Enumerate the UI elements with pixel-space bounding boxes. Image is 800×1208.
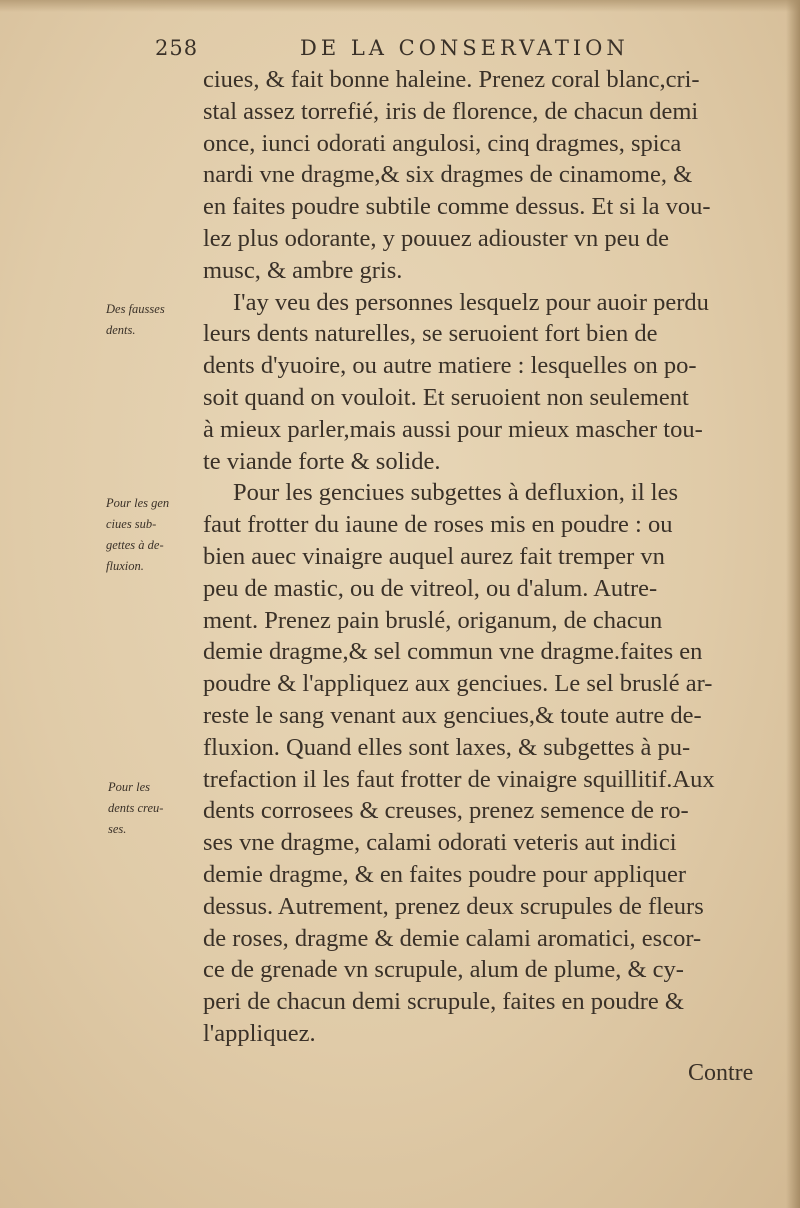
text-line: ciues, & fait bonne haleine. Prenez coral blanc,cri- xyxy=(203,66,700,93)
margin-note-line: ciues sub- xyxy=(106,517,157,531)
text-line: Pour les genciues subgettes à defluxion, il les xyxy=(233,479,678,507)
margin-note-line: Pour les xyxy=(108,780,151,794)
text-line: stal assez torrefié, iris de florence, de chacun demi xyxy=(203,97,699,125)
text-line: trefaction il les faut frotter de vinaigre squillitif.Aux xyxy=(203,765,715,793)
page-right-edge xyxy=(786,0,800,1208)
margin-note-line: gettes à de- xyxy=(106,538,164,552)
text-line: leurs dents naturelles, se seruoient fort bien de xyxy=(203,320,658,348)
margin-note-genciues xyxy=(106,493,198,577)
margin-note-line: dents. xyxy=(106,323,136,337)
page-top-shadow xyxy=(0,0,800,12)
catchword: Contre xyxy=(688,1060,754,1086)
margin-note-line: dents creu- xyxy=(108,801,164,815)
margin-note-fausses-dents xyxy=(106,299,198,341)
text-line: ses vne dragme, calami odorati veteris aut indici xyxy=(203,829,677,857)
page-number: 258 xyxy=(155,36,199,60)
text-line: poudre & l'appliquez aux genciues. Le sel bruslé ar- xyxy=(203,670,713,698)
text-line: reste le sang venant aux genciues,& toute autre de- xyxy=(203,701,702,729)
margin-note-line: fluxion. xyxy=(106,559,144,573)
text-line: lez plus odorante, y pouuez adiouster vn peu de xyxy=(203,224,670,252)
text-line: te viande forte & solide. xyxy=(203,447,441,475)
text-line: soit quand on vouloit. Et seruoient non seulement xyxy=(203,383,689,411)
running-header xyxy=(155,36,675,66)
body-text xyxy=(203,64,768,1050)
text-line: ce de grenade vn scrupule, alum de plume, & cy- xyxy=(203,956,684,984)
text-line: peu de mastic, ou de vitreol, ou d'alum. Autre- xyxy=(203,574,658,602)
text-line: bien auec vinaigre auquel aurez fait tremper vn xyxy=(203,542,665,570)
text-line: dents d'yuoire, ou autre matiere : lesquelles on po- xyxy=(203,352,697,380)
text-line: demie dragme,& sel commun vne dragme.faites en xyxy=(203,638,703,666)
margin-note-line: Des fausses xyxy=(106,302,165,316)
text-line: demie dragme, & en faites poudre pour appliquer xyxy=(203,860,687,888)
text-line: à mieux parler,mais aussi pour mieux mascher tou- xyxy=(203,415,703,443)
text-line: once, iunci odorati angulosi, cinq dragmes, spica xyxy=(203,129,682,157)
text-line: dessus. Autrement, prenez deux scrupules de fleurs xyxy=(203,892,704,920)
text-line: ment. Prenez pain bruslé, origanum, de chacun xyxy=(203,606,663,634)
margin-note-line: Pour les gen xyxy=(106,496,170,510)
text-line: fluxion. Quand elles sont laxes, & subgettes à pu- xyxy=(203,733,691,761)
text-line: dents corrosees & creuses, prenez semence de ro- xyxy=(203,797,689,825)
text-line: I'ay veu des personnes lesquelz pour auoir perdu xyxy=(233,288,709,316)
margin-note-dents-creuses xyxy=(108,777,200,840)
text-line: faut frotter du iaune de roses mis en poudre : ou xyxy=(203,511,673,539)
running-title: DE LA CONSERVATION xyxy=(300,36,629,60)
text-line: en faites poudre subtile comme dessus. Et si la vou- xyxy=(203,193,711,221)
text-line: l'appliquez. xyxy=(203,1019,316,1047)
text-line: musc, & ambre gris. xyxy=(203,256,403,284)
text-line: de roses, dragme & demie calami aromatici, escor- xyxy=(203,924,702,952)
text-line: nardi vne dragme,& six dragmes de cinamome, & xyxy=(203,161,693,189)
text-line: peri de chacun demi scrupule, faites en poudre & xyxy=(203,988,684,1016)
margin-note-line: ses. xyxy=(108,822,127,836)
